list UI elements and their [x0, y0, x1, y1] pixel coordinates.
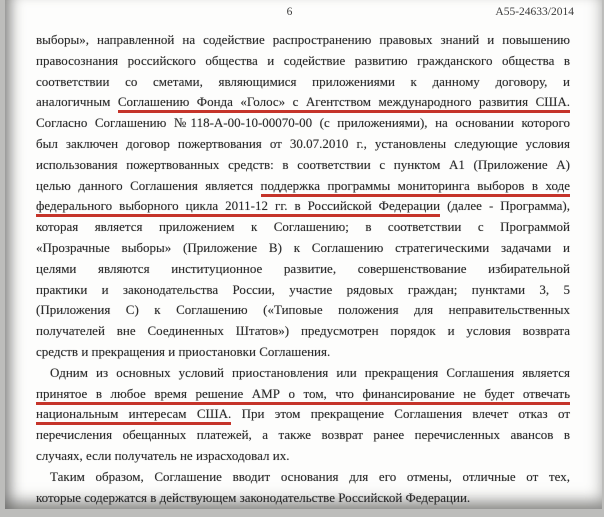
text-line	[36, 404, 570, 425]
text-line	[36, 51, 570, 72]
text-line	[36, 238, 570, 259]
red-underlined-text: поддержка программы мониторинга выборов в ходе	[261, 178, 570, 197]
text-segment: правосознания российского общества и содействие развитию гражданского общества в	[36, 52, 570, 68]
text-segment: получателей вне Соединенных Штатов») предусмотрен порядок и условия возврата	[36, 323, 570, 339]
text-line	[36, 321, 570, 342]
text-line	[36, 467, 570, 488]
page-header	[35, 6, 574, 22]
text-segment: случаях, если получатель не израсходовал их.	[36, 447, 290, 463]
text-line	[36, 259, 570, 280]
text-segment: (далее - Программа),	[440, 198, 570, 214]
text-segment: выборы», направленной на содействие распространению правовых знаний и повышению	[36, 32, 570, 47]
text-line	[36, 217, 570, 238]
text-segment: аналогичным	[36, 94, 118, 110]
text-segment: практики и законодательства России, участие рядовых граждан; пунктами 3, 5	[36, 281, 570, 297]
text-line	[36, 92, 570, 113]
text-segment: (Приложения С) к Соглашению («Типовые положения для неправительственных	[36, 302, 570, 318]
text-line	[36, 113, 570, 134]
red-underlined-text: Соглашению Фонда «Голос» с Агентством международного развития США.	[118, 94, 570, 113]
text-line	[36, 196, 570, 217]
text-segment: которые содержатся в действующем законодательстве Российской Федерации.	[36, 489, 471, 505]
red-underlined-text: федерального выборного цикла 2011-12 гг. в Российской Федерации	[36, 198, 440, 217]
text-segment: средств и прекращения и приостановки Соглашения.	[36, 343, 331, 359]
text-line	[36, 446, 570, 467]
text-segment: целями являются институционное развитие, совершенствование избирательной	[36, 260, 570, 276]
text-segment: Согласно Соглашению №118-А-00-10-00070-00 (с приложениями), на основании которого	[36, 115, 570, 131]
text-line	[36, 384, 570, 405]
text-line	[36, 134, 570, 155]
page-number: 6	[286, 6, 293, 18]
document-page	[5, 0, 602, 509]
text-line	[36, 72, 570, 93]
text-line	[36, 425, 570, 446]
text-segment: был заключен договор пожертвования от 30.07.2010 г., установлены следующие условия	[36, 135, 570, 151]
case-number: А55-24633/2014	[495, 6, 574, 18]
text-segment: использования пожертвованных средств: в соответствии с пунктом А1 (Приложение А)	[36, 156, 570, 172]
text-line	[36, 488, 570, 509]
text-segment: которая является приложением к Соглашению; в соответствии с Программой	[36, 219, 570, 235]
red-underlined-text: национальным интересам США.	[36, 406, 231, 425]
text-segment: При этом прекращение Соглашения влечет отказ от	[231, 406, 571, 422]
text-segment: Одним из основных условий приостановления или прекращения Соглашения является	[50, 364, 570, 380]
text-segment: Таким образом, Соглашение вводит основания для его отмены, отличные от тех,	[50, 468, 570, 484]
text-line	[36, 155, 570, 176]
text-segment: целью данного Соглашения является	[36, 177, 261, 193]
text-line	[36, 176, 570, 197]
text-segment: перечисления обещанных платежей, а также возврат ранее перечисленных авансов в	[36, 427, 570, 443]
document-body	[36, 30, 570, 508]
text-line	[36, 30, 570, 51]
text-line	[36, 363, 570, 384]
text-segment: соответствии со сметами, являющимися приложениями к данному договору, и	[36, 73, 570, 89]
text-line	[36, 280, 570, 301]
text-segment: «Прозрачные выборы» (Приложение В) к Соглашению стратегическими задачами и	[36, 239, 570, 255]
text-line	[36, 300, 570, 321]
text-line	[36, 342, 570, 363]
red-underlined-text: принятое в любое время решение АМР о том, что финансирование не будет отвечать	[36, 386, 570, 405]
